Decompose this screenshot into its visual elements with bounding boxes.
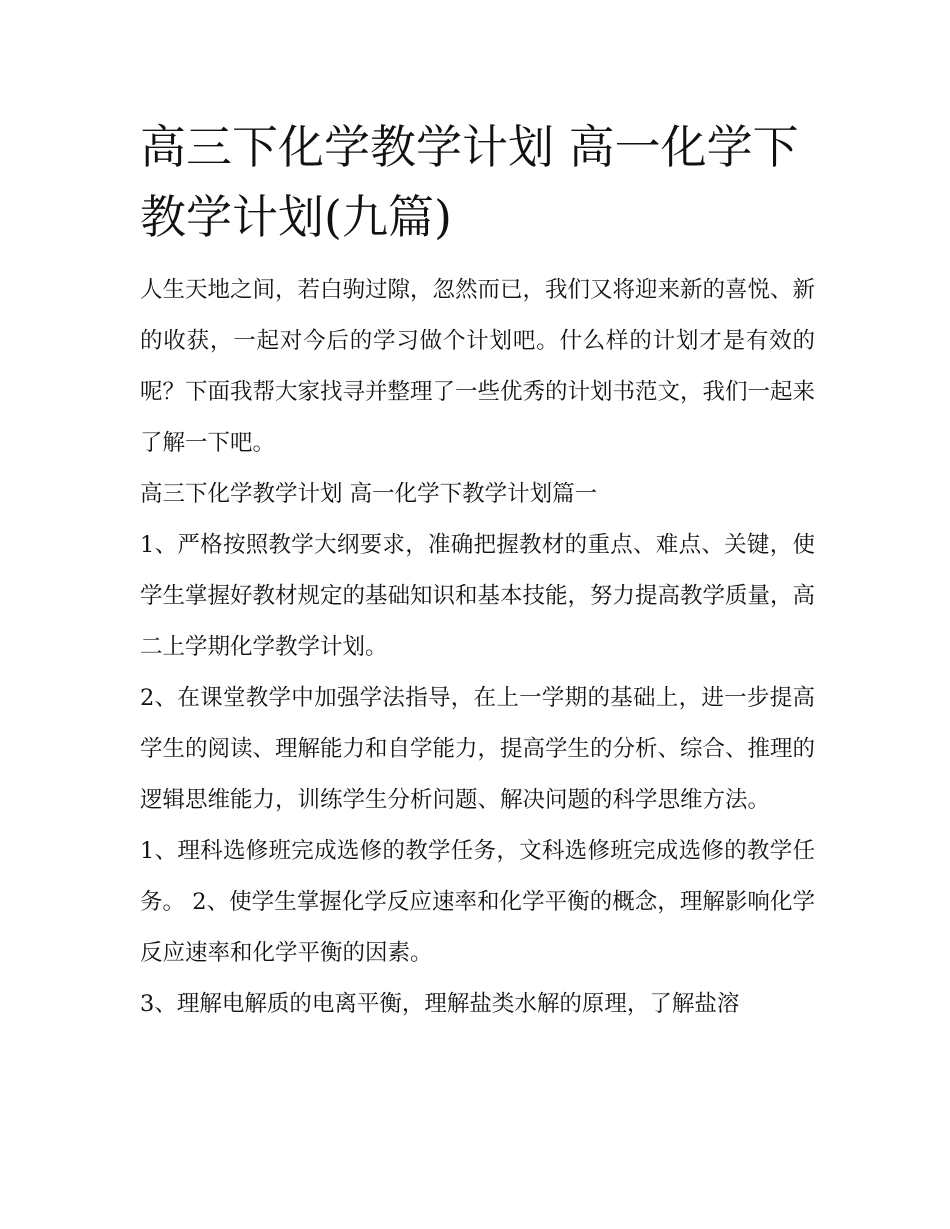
body-paragraph: 1、严格按照教学大纲要求，准确把握教材的重点、难点、关键，使学生掌握好教材规定的基础知识和基本技能，努力提高教学质量，高二上学期化学教学计划。	[140, 532, 816, 660]
document-content	[140, 112, 815, 1030]
intro-paragraph: 人生天地之间，若白驹过隙，忽然而已，我们又将迎来新的喜悦、新的收获，一起对今后的学习做个计划吧。什么样的计划才是有效的呢？下面我帮大家找寻并整理了一些优秀的计划书范文，我们一起来了解一下吧。	[140, 277, 816, 456]
body-paragraph: 1、理科选修班完成选修的教学任务，文科选修班完成选修的教学任务。 2、使学生掌握化学反应速率和化学平衡的概念，理解影响化学反应速率和化学平衡的因素。	[140, 838, 815, 966]
document-body	[140, 265, 815, 1030]
body-paragraph: 2、在课堂教学中加强学法指导，在上一学期的基础上，进一步提高学生的阅读、理解能力和自学能力，提高学生的分析、综合、推理的逻辑思维能力，训练学生分析问题、解决问题的科学思维方法。	[140, 685, 816, 813]
section-heading: 高三下化学教学计划 高一化学下教学计划篇一	[140, 481, 598, 507]
body-paragraph: 3、理解电解质的电离平衡，理解盐类水解的原理，了解盐溶	[140, 991, 740, 1017]
document-title: 高三下化学教学计划 高一化学下教学计划(九篇)	[140, 120, 799, 244]
